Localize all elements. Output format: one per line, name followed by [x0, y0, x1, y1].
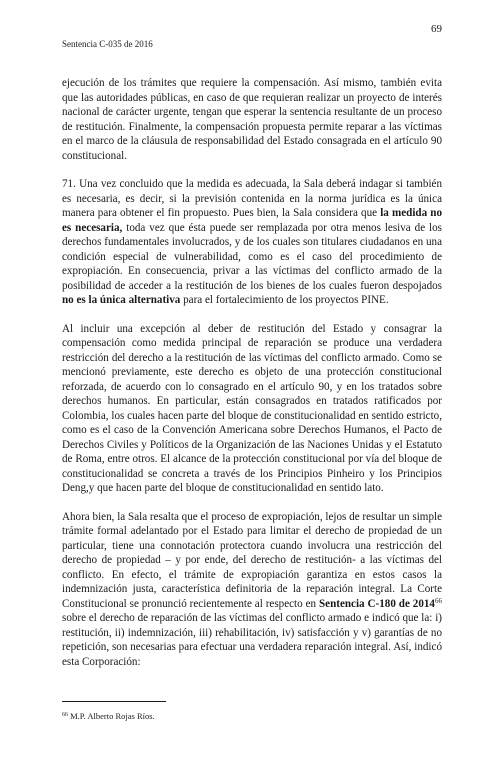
body-text: [62, 76, 442, 669]
footnote-reference[interactable]: 66: [434, 596, 442, 605]
paragraph-2: [62, 177, 442, 308]
paragraph-4: [62, 510, 442, 670]
paragraph-4-part-2: sobre el derecho de reparación de las víctimas del conflicto armado e indicó que la: i) restitución, ii) indemnización, iii) rehabilitación, iv) satisfacción y v) garantías de no repetición, son necesarias para efectuar una verdadera reparación integral. Así, indicó esta Corporación:: [62, 612, 442, 668]
page-number: 69: [431, 23, 442, 35]
paragraph-1: ejecución de los trámites que requiere la compensación. Así mismo, también evita que las autoridades públicas, en caso de que requieran realizar un proyecto de interés nacional de carácter urgente, tengan que esperar la sentencia resultante de un proceso de restitución. Finalmente, la compensación propuesta permite reparar a las víctimas en el marco de la cláusula de responsabilidad del Estado consagrada en el artículo 90 constitucional.: [62, 77, 442, 162]
footnote-rule: [62, 701, 166, 702]
footnote-number: 66: [62, 712, 68, 718]
running-head: Sentencia C-035 de 2016: [62, 39, 153, 49]
paragraph-2-part-3: para el fortalecimiento de los proyectos PINE.: [180, 294, 389, 306]
paragraph-4-part-1: Ahora bien, la Sala resalta que el proceso de expropiación, lejos de resultar un simple trámite formal adelantado por el Estado para limitar el derecho de propiedad de un particular, tiene una connotación protectora cuando involucra una restricción del derecho de propiedad – y por ende, del derecho de restitución- a las víctimas del conflicto. En efecto, el trámite de expropiación garantiza en estos casos la indemnización justa, característica definitoria de la reparación integral. La Corte Constitucional se pronunció recientemente al respecto en: [62, 510, 442, 610]
paragraph-4-bold-1: Sentencia C-180 de 2014: [319, 597, 435, 610]
paragraph-2-bold-1: la medida no es necesaria,: [62, 207, 442, 234]
paragraph-2-part-1: 71. Una vez concluido que la medida es adecuada, la Sala deberá indagar si también es necesaria, es decir, si la previsión contenida en la norma jurídica es la única manera para obtener el fin propuesto. Pues bien, la Sala considera que: [62, 178, 442, 219]
footnote-text: M.P. Alberto Rojas Ríos.: [68, 711, 155, 721]
footnote: [62, 711, 155, 721]
paragraph-2-part-2: toda vez que ésta puede ser remplazada por otra menos lesiva de los derechos fundamentales involucrados, y de los cuales son titulares ciudadanos en una condición especial de vulnerabilidad, como es el caso del procedimiento de expropiación. En consecuencia, privar a las víctimas del conflicto armado de la posibilidad de acceder a la restitución de los bienes de los cuales fueron despojados: [62, 221, 442, 292]
paragraph-2-bold-2: no es la única alternativa: [62, 294, 181, 306]
paragraph-3: Al incluir una excepción al deber de restitución del Estado y consagrar la compensación como medida principal de reparación se produce una verdadera restricción del derecho a la restitución de las víctimas del conflicto armado. Como se mencionó previamente, este derecho es objeto de una protección constitucional reforzada, de acuerdo con lo consagrado en el artículo 90, y en los tratados sobre derechos humanos. En particular, están consagrados en tratados ratificados por Colombia, los cuales hacen parte del bloque de constitucionalidad en sentido estricto, como es el caso de la Convención Americana sobre Derechos Humanos, el Pacto de Derechos Civiles y Políticos de la Organización de las Naciones Unidas y el Estatuto de Roma, entre otros. El alcance de la protección constitucional por vía del bloque de constitucionalidad se concreta a través de los Principios Pinheiro y los Principios Deng,y que hacen parte del bloque de constitucionalidad en sentido lato.: [62, 322, 442, 494]
